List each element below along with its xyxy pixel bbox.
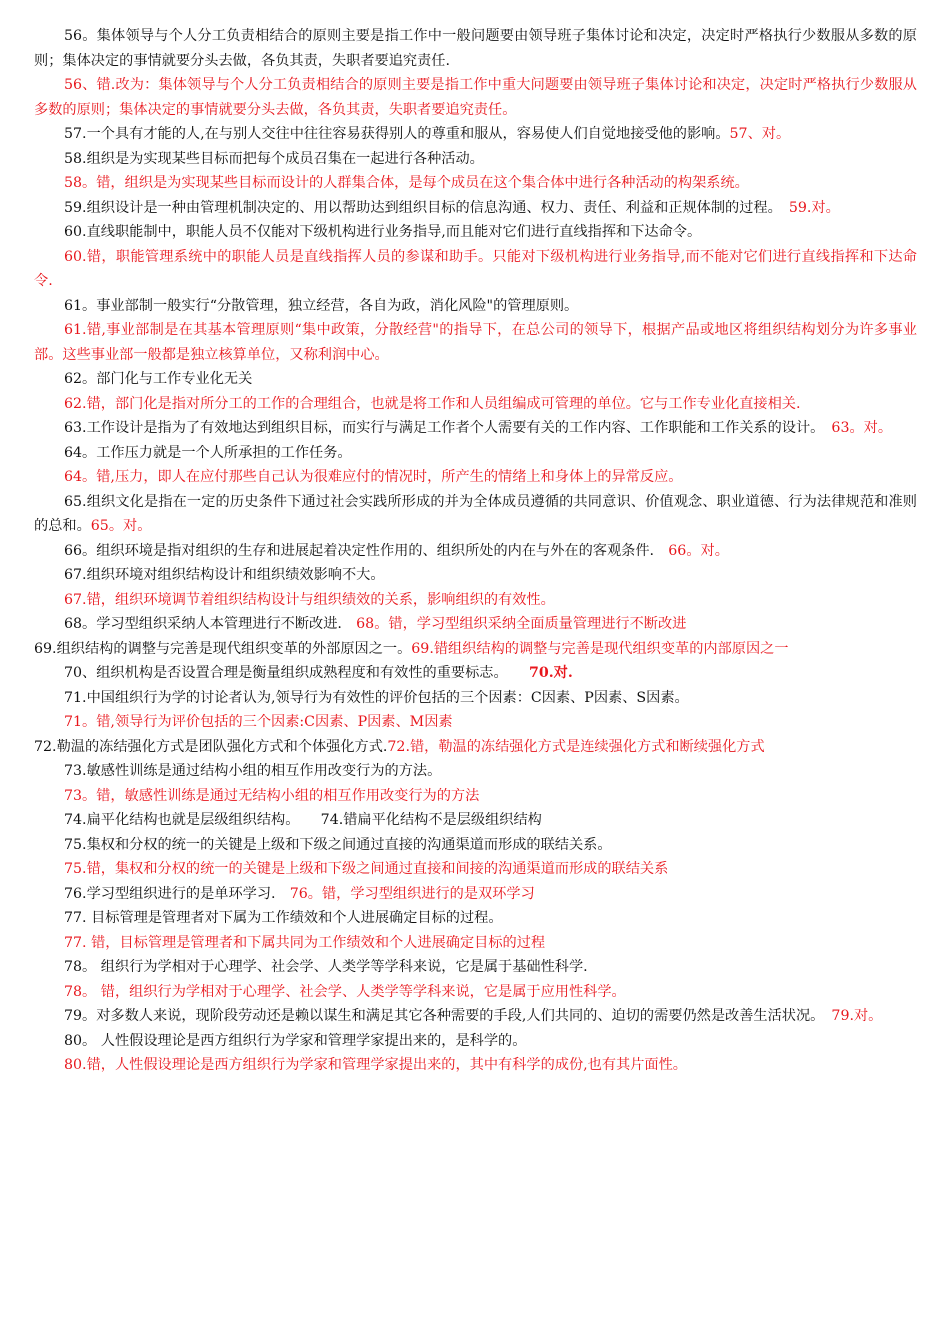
statement-59: 59.组织设计是一种由管理机制决定的、用以帮助达到组织目标的信息沟通、权力、责任、利益和正规体制的过程。 59.对。 <box>64 199 840 216</box>
statement-76: 76.学习型组织进行的是单环学习. 76。错，学习型组织进行的是双环学习 <box>64 885 535 902</box>
answer-75: 75.错，集权和分权的统一的关键是上级和下级之间通过直接和间接的沟通渠道而形成的联结关系 <box>64 861 669 877</box>
statement-69: 69.组织结构的调整与完善是现代组织变革的外部原因之一。69.错组织结构的调整与完善是现代组织变革的内部原因之一 <box>34 640 789 657</box>
statement-72: 72.勒温的冻结强化方式是团队强化方式和个体强化方式.72.错，勒温的冻结强化方式是连续强化方式和断续强化方式 <box>34 738 765 755</box>
answer-79: 79.对。 <box>831 1008 883 1024</box>
answer-69: 69.错组织结构的调整与完善是现代组织变革的内部原因之一 <box>411 640 789 657</box>
answer-62: 62.错，部门化是指对所分工的工作的合理组合，也就是将工作和人员组编成可管理的单位。它与工作专业化直接相关. <box>64 395 801 412</box>
answer-73: 73。错，敏感性训练是通过无结构小组的相互作用改变行为的方法 <box>64 787 480 804</box>
statement-63: 63.工作设计是指为了有效地达到组织目标，而实行与满足工作者个人需要有关的工作内容、工作职能和工作关系的设计。 63。对。 <box>64 420 893 436</box>
answer-63: 63。对。 <box>831 420 893 436</box>
statement-56: 56。集体领导与个人分工负责相结合的原则主要是指工作中一般问题要由领导班子集体讨论和决定，决定时严格执行少数服从多数的原则；集体决定的事情就要分头去做，各负其责，失职者要追究责任. <box>34 28 917 69</box>
answer-60: 60.错，职能管理系统中的职能人员是直线指挥人员的参谋和助手。只能对下级机构进行业务指导,而不能对它们进行直线指挥和下达命令. <box>34 248 917 289</box>
answer-68: 68。错，学习型组织采纳全面质量管理进行不断改进 <box>356 616 687 632</box>
answer-80: 80.错，人性假设理论是西方组织行为学家和管理学家提出来的，其中有科学的成份,也有其片面性。 <box>64 1057 687 1073</box>
statement-60: 60.直线职能制中，职能人员不仅能对下级机构进行业务指导,而且能对它们进行直线指挥和下达命令。 <box>64 224 702 240</box>
answer-72: 72.错，勒温的冻结强化方式是连续强化方式和断续强化方式 <box>387 738 765 755</box>
statement-78: 78。 组织行为学相对于心理学、社会学、人类学等学科来说，它是属于基础性科学. <box>64 959 588 975</box>
answer-78: 78。 错，组织行为学相对于心理学、社会学、人类学等学科来说，它是属于应用性科学。 <box>64 983 626 1000</box>
answer-70: 70.对. <box>528 665 573 681</box>
statement-73: 73.敏感性训练是通过结构小组的相互作用改变行为的方法。 <box>64 763 442 779</box>
statement-68: 68。学习型组织采纳人本管理进行不断改进. 68。错，学习型组织采纳全面质量管理进行不断改进 <box>64 616 687 632</box>
answer-58: 58。错，组织是为实现某些目标而设计的人群集合体，是每个成员在这个集合体中进行各种活动的构架系统。 <box>64 175 749 191</box>
statement-67: 67.组织环境对组织结构设计和组织绩效影响不大。 <box>64 567 385 583</box>
answer-66: 66。对。 <box>668 542 729 559</box>
answer-65: 65。对。 <box>90 518 152 534</box>
statement-71: 71.中国组织行为学的讨论者认为,领导行为有效性的评价包括的三个因素：C因素、P因素、S因素。 <box>64 689 689 706</box>
answer-67: 67.错，组织环境调节着组织结构设计与组织绩效的关系，影响组织的有效性。 <box>64 591 555 608</box>
statement-74: 74.扁平化结构也就是层级组织结构。 74.错扁平化结构不是层级组织结构 <box>64 812 542 828</box>
statement-70: 70、组织机构是否设置合理是衡量组织成熟程度和有效性的重要标志。 70.对. <box>64 665 573 681</box>
answer-76: 76。错，学习型组织进行的是双环学习 <box>289 885 535 902</box>
answer-74: 74.错扁平化结构不是层级组织结构 <box>320 812 542 828</box>
statement-62: 62。部门化与工作专业化无关 <box>64 371 253 387</box>
answer-56: 56、错.改为：集体领导与个人分工负责相结合的原则主要是指工作中重大问题要由领导班子集体讨论和决定，决定时严格执行少数服从多数的原则；集体决定的事情就要分头去做，各负其责，失职者要追究责任。 <box>34 77 917 118</box>
statement-79: 79。对多数人来说，现阶段劳动还是赖以谋生和满足其它各种需要的手段,人们共同的、迫切的需要仍然是改善生活状况。 79.对。 <box>64 1008 883 1024</box>
answer-71: 71。错,领导行为评价包括的三个因素:C因素、P因素、M因素 <box>64 714 453 730</box>
statement-58: 58.组织是为实现某些目标而把每个成员召集在一起进行各种活动。 <box>64 150 484 167</box>
answer-61: 61.错,事业部制是在其基本管理原则“集中政策，分散经营"的指导下，在总公司的领导下，根据产品或地区将组织结构划分为许多事业部。这些事业部一般都是独立核算单位，又称利润中心。 <box>34 322 917 363</box>
statement-75: 75.集权和分权的统一的关键是上级和下级之间通过直接的沟通渠道而形成的联结关系。 <box>64 836 612 853</box>
answer-77: 77. 错，目标管理是管理者和下属共同为工作绩效和个人进展确定目标的过程 <box>64 934 546 951</box>
statement-61: 61。事业部制一般实行“分散管理，独立经营，各自为政，消化风险"的管理原则。 <box>64 297 579 314</box>
statement-80: 80。 人性假设理论是西方组织行为学家和管理学家提出来的，是科学的。 <box>64 1032 527 1049</box>
answer-59: 59.对。 <box>788 199 840 216</box>
statement-65: 65.组织文化是指在一定的历史条件下通过社会实践所形成的并为全体成员遵循的共同意识、价值观念、职业道德、行为法律规范和准则的总和。65。对。 <box>34 493 917 534</box>
answer-57: 57、对。 <box>729 126 791 142</box>
statement-64: 64。工作压力就是一个人所承担的工作任务。 <box>64 444 352 461</box>
statement-66: 66。组织环境是指对组织的生存和进展起着决定性作用的、组织所处的内在与外在的客观条件. 66。对。 <box>64 542 729 559</box>
answer-64: 64。错,压力，即人在应付那些自己认为很难应付的情况时，所产生的情绪上和身体上的异常反应。 <box>64 469 683 485</box>
statement-57: 57.一个具有才能的人,在与别人交往中往往容易获得别人的尊重和服从，容易使人们自觉地接受他的影响。57、对。 <box>64 126 791 142</box>
statement-77: 77. 目标管理是管理者对下属为工作绩效和个人进展确定目标的过程。 <box>64 910 503 926</box>
